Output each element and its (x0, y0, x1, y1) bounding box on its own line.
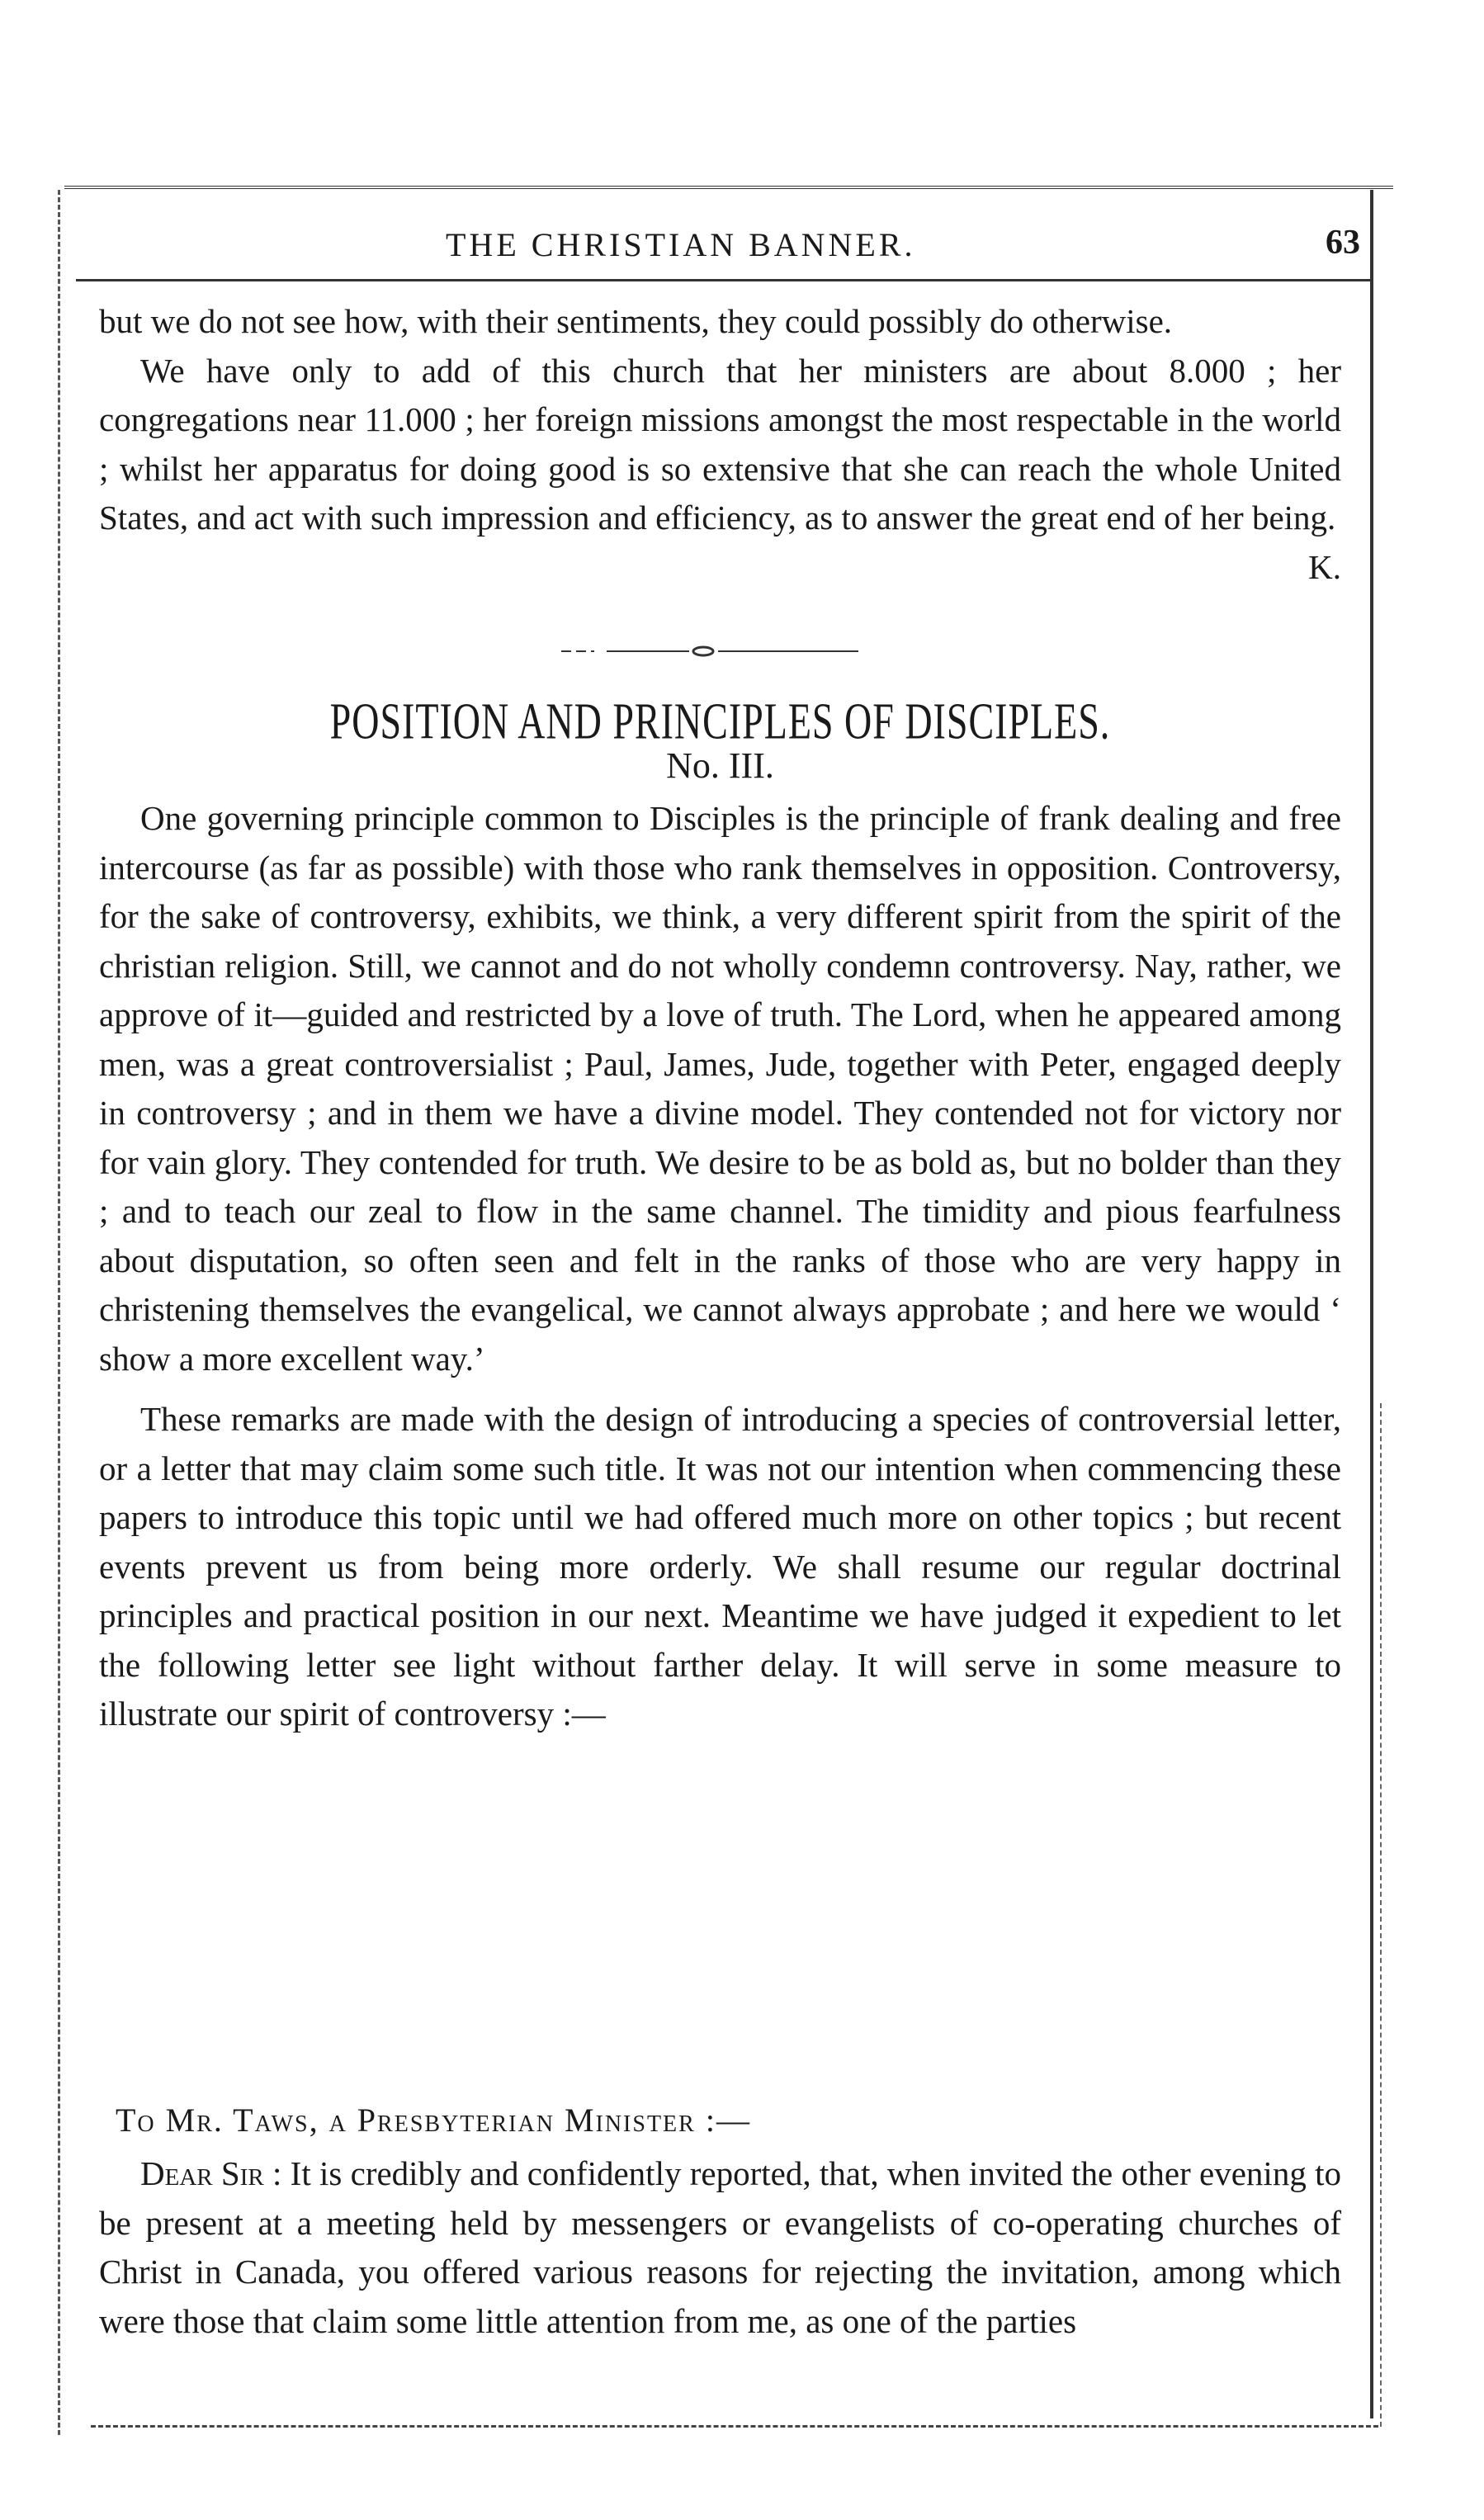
intro-text (99, 297, 1341, 592)
section-title: POSITION AND PRINCIPLES OF DISCIPLES. (329, 693, 1111, 750)
frame-left-border (58, 190, 60, 2435)
section-number: No. III. (666, 745, 774, 786)
frame-bottom-border (91, 2425, 1378, 2428)
letter-body-text: It is credibly and confidently reported, that, when invited the other evening to be present at a meeting held by messengers or evangelists of co-operating churches of Christ in Canada, you offered various reasons for rejecting the invitation, among which were those that claim some little attention from me, as one of the parties (99, 2154, 1341, 2340)
letter-body (99, 2149, 1341, 2346)
signoff: K. (1308, 547, 1341, 586)
page-number: 63 (1326, 224, 1360, 262)
intro-paragraph-1: but we do not see how, with their sentiments, they could possibly do otherwise. (99, 302, 1173, 340)
header-rule (76, 279, 1370, 281)
section-paragraph-2: These remarks are made with the design of introducing a species of controversial letter, or a letter that may claim some such title. It was not our intention when commencing these papers to introduce this topic until we had offered much more on other topics ; but recent events prevent us from being more orderly. We shall resume our regular doctrinal principles and practical position in our next. Meantime we have judged it expedient to let the following letter see light without farther delay. It will serve in some measure to illustrate our spirit of controversy :— (99, 1400, 1341, 1733)
letter-salutation: Dear Sir : (140, 2154, 282, 2192)
letter-paragraph (99, 2149, 1341, 2346)
intro-paragraph-2-text: We have only to add of this church that her ministers are about 8.000 ; her congregations near 11.000 ; her foreign missions amongst the most respectable in the world ; whilst her apparatus for doing good is so extensive that she can reach the whole United States, and act with such impression and efficiency, as to answer the great end of her being. (99, 351, 1341, 537)
frame-top-border (64, 186, 1393, 189)
frame-right-border (1370, 190, 1373, 2418)
section-body (99, 794, 1341, 1739)
letter-address: To Mr. Taws, a Presbyterian Minister :— (116, 2102, 751, 2139)
running-head: THE CHRISTIAN BANNER. (446, 226, 916, 263)
frame-right-inner-border (1380, 1403, 1382, 2427)
section-divider-ornament (561, 645, 858, 657)
intro-paragraph-2 (99, 347, 1341, 586)
section-paragraph-1: One governing principle common to Disciples is the principle of frank dealing and free intercourse (as far as possible) with those who rank themselves in opposition. Controversy, for the sake of controversy, exhibits, we think, a very different spirit from the spirit of the christian religion. Still, we cannot and do not wholly condemn controversy. Nay, rather, we approve of it—guided and restricted by a love of truth. The Lord, when he appeared among men, was a great controversialist ; Paul, James, Jude, together with Peter, engaged deeply in controversy ; and in them we have a divine model. They contended not for victory nor for vain glory. They contended for truth. We desire to be as bold as, but no bolder than they ; and to teach our zeal to flow in the same channel. The timidity and pious fearfulness about disputation, so often seen and felt in the ranks of those who are very happy in christening themselves the evangelical, we cannot always approbate ; and here we would ‘ show a more excellent way.’ (99, 799, 1341, 1378)
